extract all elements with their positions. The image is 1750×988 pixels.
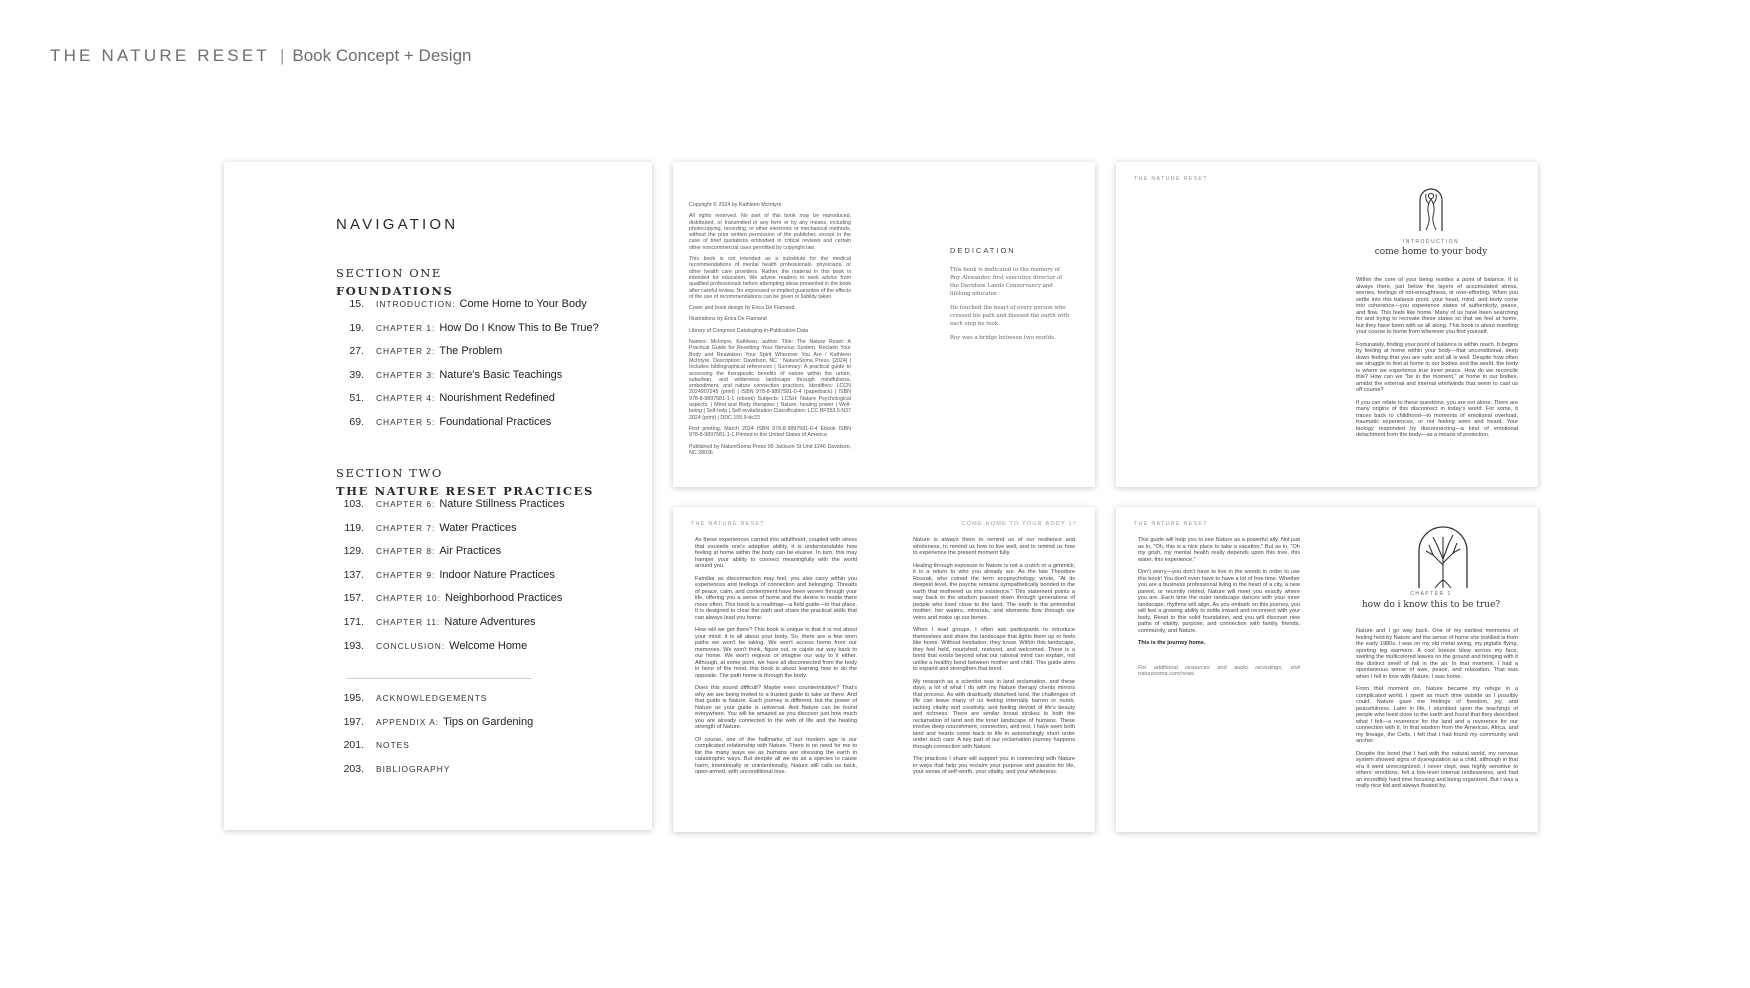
toc-entry[interactable] — [336, 345, 636, 369]
toc-page-number: 19. — [349, 321, 364, 334]
journey-line: This is the journey home. — [1138, 640, 1206, 646]
toc-page-number: 157. — [343, 592, 364, 605]
paragraph: Healing through exposure to Nature is not a crutch or a gimmick; it is a return to who you already are. As the late Theodore Roszak, who coined the term ecopsychology, wrote, "At its deepest level, the psyche remains sympathetically bonded to the earth that mothered us into existence." This statement points a way back to the wisdom passed down through generations of people who lived close to the land. The earth is the primordial mother; her waters, minerals, and elements flow through our veins and make up our bones. — [913, 562, 1075, 621]
toc-title: Nature Adventures — [444, 615, 536, 628]
paragraph: This book is dedicated to the memory of Roy Alexander, first executive director of the Davidson Lands Conservancy and lifelong educator. — [950, 267, 1063, 297]
dedication-text — [950, 266, 1070, 348]
toc-page-number: 203. — [343, 762, 364, 775]
chapter-left-column — [1138, 537, 1300, 678]
paragraph: This guide will help you to see Nature as a powerful ally. Not just as in, "Oh, this is a nice place to take a vacation." But as in, "Oh my gosh, my mental health really depends upon this tree, this water, this experience." — [1138, 537, 1300, 563]
toc-prefix: CHAPTER 1: — [376, 322, 436, 333]
toc-prefix: CHAPTER 11: — [376, 616, 441, 627]
toc-entry[interactable] — [336, 298, 636, 322]
toc-page-number: 195. — [343, 692, 364, 704]
paragraph: This book is not intended as a substitute for the medical recommendations of mental health professionals, physicians, or other health care providers. Rather, the material in this book is intended for education. We advise readers to seek advice from qualified professionals before attempting ideas presented in the book after careful review. No expressed or implied guarantee of the effects of the use of recommendations can be given or liability taken. — [689, 256, 851, 300]
toc-prefix: CHAPTER 5: — [376, 416, 436, 427]
navigation-title: NAVIGATION — [336, 216, 459, 233]
paragraph: As these experiences carried into adulthood, coupled with stress that exceeds one's adaptive ability, it is understandable how feeling at home within the body can be elusive. In turn, this may hamper your ability to connect meaningfully with the world around you. — [695, 537, 857, 569]
toc-page-number: 201. — [343, 739, 364, 752]
toc-entry[interactable] — [336, 640, 636, 664]
body-left-column — [695, 537, 857, 782]
toc-page-number: 15. — [349, 298, 364, 310]
paragraph: Despite the bond that I had with the natural world, my nervous system showed signs of dysregulation as a child, although in that era it went unrecognized. I never slept, was highly sensitive to others' emotions, felt a low-level internal restlessness, and had an incredibly hard time focusing and being organized. But I was a really nice kid and always floated by. — [1356, 750, 1518, 789]
toc-entry[interactable] — [336, 616, 636, 640]
toc-entry[interactable] — [336, 569, 636, 593]
resources-footnote: For additional resources and audio recordings, visit naturesoma.com/reset. — [1138, 664, 1300, 677]
chapter-one-spread — [1116, 507, 1538, 832]
page-header — [50, 46, 471, 66]
toc-entry[interactable] — [336, 322, 636, 346]
paragraph: Of course, one of the hallmarks of our modern age is our complicated relationship with Nature. There is no need for me to list the many ways we as humans are stressing the earth in catastrophic ways. But despite all we do as a species to cause harm, intentionally or unintentionally, Nature still calls us back, open-armed, with unconditional love. — [695, 736, 857, 775]
figure-in-arch-icon — [1417, 186, 1445, 237]
toc-page-number: 193. — [343, 639, 364, 652]
paragraph: Does this sound difficult? Maybe even counterintuitive? That's why we are being invited to a trusted guide to take us there. And that guide is Nature. Each journey is different, but the power of Nature as your guide is universal. And Nature can be found everywhere. You will be amazed as you discover just how much you are already connected to the web of life and the healing strength of Nature. — [695, 685, 857, 730]
paragraph: When I lead groups, I often ask participants to introduce themselves and share the landscape that lights them up or feels like home. Without hesitation, they know. Within this landscape, they feel held, nourished, restored, and welcomed. There is a bond that exists beyond what our rational mind can explain, not unlike a healthy bond between mother and child. This guide aims to expand and strengthen that bond. — [913, 627, 1075, 672]
toc-page-number: 51. — [349, 392, 364, 405]
toc-title: Welcome Home — [449, 639, 528, 652]
toc-entry[interactable] — [336, 392, 636, 416]
running-head: THE NATURE RESET — [1134, 521, 1208, 527]
intro-label: INTRODUCTION — [1402, 239, 1460, 245]
toc-title: Indoor Nature Practices — [439, 568, 555, 581]
toc-page-number: 103. — [343, 498, 364, 510]
toc-prefix: CHAPTER 8: — [376, 546, 436, 557]
section-two-heading — [336, 464, 594, 500]
chapter-left-paragraphs — [1138, 537, 1300, 634]
paragraph: Copyright © 2024 by Kathleen McIntyre — [689, 202, 782, 208]
toc-title: Foundational Practices — [439, 415, 552, 428]
paragraph: Nature and I go way back. One of my earliest memories of feeling held by Nature and the sense of home she instilled is from the early 1980s. I was on my old metal swing, my pigtails flying, sporting leg warmers. A cool breeze blew across my face, swirling the multicolored leaves on the ground and bringing with it the distinct smell of fall in the air. In that moment, I had a spontaneous sense of awe, peace, and relaxation. That was when I fell in love with Nature. I was home. — [1356, 628, 1519, 680]
paragraph: Illustrations by Erica De Flamand — [689, 316, 767, 323]
intro-title: come home to your body — [1374, 247, 1488, 257]
body-right-column — [913, 537, 1075, 782]
header-separator: | — [279, 46, 285, 65]
section-one-label: SECTION ONE — [336, 266, 442, 280]
paragraph: Within the core of your being resides a point of balance. It is always there, just below the layers of accumulated stress, worries, feelings of not-enoughness, or over-efforting. When you settle into this balance point, your heart, mind, and body come into coherence—you experience states of authenticity, peace, and flow. This feels like home. Many of us have been searching for and trying to recreate these states so that we feel at home, but they have been with us all along. This book is about resetting your course to home from wherever you find yourself. — [1356, 277, 1518, 335]
section-two-name: THE NATURE RESET PRACTICES — [336, 484, 594, 498]
toc-divider — [346, 678, 532, 679]
toc-prefix: INTRODUCTION: — [376, 299, 456, 309]
toc-title: Neighborhood Practices — [445, 592, 563, 605]
toc-title: Air Practices — [439, 545, 502, 558]
introduction-spread — [1116, 162, 1538, 487]
toc-title: Tips on Gardening — [443, 715, 534, 728]
toc-prefix: CHAPTER 3: — [376, 369, 436, 380]
toc-entry[interactable] — [336, 592, 636, 616]
body-text-spread — [673, 507, 1095, 832]
toc-entry[interactable] — [336, 692, 636, 716]
paragraph: Don't worry—you don't have to live in the woods in order to use this book! You don't even have to have a lot of free time. Whether you are a business professional living in the heart of a city, a new parent, or recently retired, Nature will meet you exactly where you are. Each time the outer landscape dances with your inner landscape, rhythms will align. As you embark on this journey, you will feel a growing ability to settle inward and reconnect with your body. Reset to this solid foundation, and you will discover new paths of vitality, purpose, and connection with family, friends, community, and Nature. — [1138, 569, 1300, 634]
running-head-right: COME HOME TO YOUR BODY 17 — [961, 521, 1077, 527]
toc-entry[interactable] — [336, 498, 636, 522]
section-one-name: FOUNDATIONS — [336, 284, 454, 298]
copyright-text — [689, 202, 851, 461]
paragraph: All rights reserved. No part of this book may be reproduced, distributed, or transmitted in any form or by any means, including photocopying, recording, or other electronic or mechanical methods, without the prior written permission of the publisher, except in the case of brief quotations embodied in critical reviews and certain other noncommercial uses permitted by copyright law. — [689, 213, 851, 251]
paragraph: Roy was a bridge between two worlds. — [950, 335, 1056, 341]
section-two-label: SECTION TWO — [336, 466, 443, 480]
toc-entry[interactable] — [336, 739, 636, 763]
toc-page-number: 39. — [349, 368, 364, 381]
copyright-dedication-spread — [673, 162, 1095, 487]
header-subtitle: Book Concept + Design — [292, 46, 472, 65]
paragraph: If you can relate to these questions, you are not alone. There are many origins of this disconnect in today's world. For some, it traces back to childhood—to moments of emotional overload, traumatic experiences, or not feeling seen and heard. Your biology responded by disconnecting—a kind of emotional detachment from the body—as a means of protection. — [1356, 399, 1518, 438]
paragraph: My research as a scientist was in land reclamation, and these days, a lot of what I do with my Nature therapy clients mirrors that process. As with drastically disturbed land, the challenges of life can leave many of us feeling internally barren or numb, lacking vitality and creativity, and feeling devoid of life's beauty and richness. There are similar broad strokes to both the reclamation of land and the inner landscape of humans. These involve deep nourishment, connection, and rest. I have seen both land and hearts come back to life in astonishingly short order under such care. A key part of our reclamation journey happens through connection with Nature. — [913, 678, 1075, 750]
toc-prefix: BIBLIOGRAPHY — [376, 763, 451, 774]
toc-page-number: 27. — [349, 345, 364, 358]
section-one-heading — [336, 264, 453, 300]
toc-entry[interactable] — [336, 763, 636, 787]
paragraph: How will we get there? This book is unique in that it is not about your mind; it is all about your body. So, there are a few worn paths we won't be taking. We won't access home from our memories. We won't think, figure out, or cajole our way back to our home. We won't regress or imagine our way to it either. Although, at some point, we have all disconnected from the body in favor of the mind, this book is about learning how to do the opposite. The path home is through the body. — [695, 627, 857, 679]
toc-prefix: CHAPTER 2: — [376, 346, 436, 357]
toc-title: Nature Stillness Practices — [439, 498, 565, 510]
toc-prefix: CHAPTER 6: — [376, 499, 436, 509]
toc-title: Water Practices — [439, 521, 517, 534]
paragraph: Cover and book design by Erica De Flamand — [689, 305, 795, 312]
intro-body-text — [1356, 277, 1518, 445]
paragraph: Nature is always there to remind us of our resilience and wholeness, to remind us how to live well, and to remind us how to experience the present moment fully. — [913, 537, 1075, 556]
toc-entry[interactable] — [336, 369, 636, 393]
paragraph: First printing, March 2024 ISBN 978-8-9897581-0-4 Ebook ISBN 978-8-9897581-1-1 Printed in the United States of America — [689, 425, 851, 439]
toc-page-number: 129. — [343, 545, 364, 558]
paragraph: Names: McIntyre, Kathleen, author. Title: The Nature Reset: A Practical Guide for Resetting Your Nervous System. Reclaim Your Body and Reawaken Your Spirit Wherever You Are / Kathleen McIntyre. Description: Davidson, NC : NatureSoma Press, [2024] | Includes bibliographical references | Summary: A practical guide to accessing the therapeutic benefits of nature within the urban, suburban, and wilderness landscape through mindfulness, embodiment, and nature connection practices. Identifiers: LCCN 2024907245 (print) | ISBN 978-8-9897581-0-4 (paperback) | ISBN 978-8-9897581-1-1 (ebook) Subjects: LCSH: Nature Psychological aspects. | Mind and Body therapies | Nature, healing power | Well-being | Self-help | Self-revitalization Classification: LCC BF353.5.N37 2024 (print) | DDC 155.9-dc23 — [689, 339, 851, 421]
toc-title: Nourishment Redefined — [439, 392, 555, 405]
toc-prefix: CHAPTER 10: — [376, 593, 441, 604]
toc-page-number: 119. — [344, 521, 364, 534]
toc-prefix: ACKNOWLEDGEMENTS — [376, 693, 488, 703]
paragraph: Library of Congress Cataloging-in-Publication Data — [689, 327, 809, 334]
paragraph: The practices I share will support you in connecting with Nature in ways that help you reclaim your purpose and passion for life, your sense of self-worth, your vitality, and your wholeness. — [913, 756, 1075, 775]
paragraph: He touched the heart of every person who crossed his path and blessed the earth with each step he took. — [950, 305, 1070, 327]
toc-entry[interactable] — [336, 716, 636, 740]
toc-title: How Do I Know This to Be True? — [439, 321, 599, 334]
toc-title: Nature's Basic Teachings — [439, 368, 563, 381]
paragraph: Familiar as disconnection may feel, you also carry within you experiences and feelings of connection and belonging. Threads of peace, calm, and contentment have been woven through your life, offering you a sense of home and the desire to reside there more often. This book is a roadmap—a field guide—to that place. It is designed to clear the path and share the practical skills that can always lead you home. — [695, 575, 857, 621]
toc-entry[interactable] — [336, 416, 636, 440]
paragraph: From that moment on, Nature became my refuge in a complicated world. I spent as much time outside as I possibly could. Nature gave me feelings of freedom, joy, and peacefulness. Later in life, I stumbled upon the teachings of people who lived close to the earth and found that they described what I felt—a reverence for the land and a reverence for our connection with it. In that wisdom from the Americas, Africa, and my lineage, the Celts, I felt that I had found my community and anchor. — [1356, 686, 1518, 744]
tree-in-arch-icon — [1413, 525, 1473, 594]
toc-page-number: 171. — [343, 615, 364, 628]
back-matter-toc — [336, 692, 636, 786]
running-head: THE NATURE RESET — [1134, 176, 1208, 182]
chapter-label: CHAPTER 1 — [1410, 591, 1452, 597]
navigation-page — [224, 162, 652, 830]
toc-page-number: 137. — [343, 568, 364, 581]
dedication-title: DEDICATION — [950, 246, 1016, 255]
toc-prefix: CHAPTER 9: — [376, 569, 436, 580]
toc-prefix: CHAPTER 4: — [376, 393, 436, 404]
toc-entry[interactable] — [336, 545, 636, 569]
brand-title: THE NATURE RESET — [50, 46, 270, 65]
toc-page-number: 197. — [343, 715, 364, 728]
chapter-title: how do i know this to be true? — [1361, 600, 1501, 610]
toc-title: The Problem — [439, 345, 503, 358]
toc-prefix: NOTES — [376, 740, 410, 751]
paragraph: Published by NatureSoma Press 99 Jackson St Unit 1246 Davidson, NC 28036 — [689, 443, 851, 456]
section-two-toc — [336, 498, 636, 663]
toc-prefix: CONCLUSION: — [376, 640, 446, 651]
toc-entry[interactable] — [336, 522, 636, 546]
section-one-toc — [336, 298, 636, 440]
paragraph: Fortunately, finding your point of balance is within reach. It begins by feeling at home within your body—that unconditional, deep down feeling that you are safe and all is well. Despite how often we struggle to feel at home in our bodies and the world, the body is where we experience true inner peace. How do we reconcile this? How can we "be in the moment," at home in our bodies, amidst the external and internal whirlwinds that seem to cast us off course? — [1356, 341, 1518, 393]
toc-prefix: CHAPTER 7: — [376, 522, 436, 533]
toc-prefix: APPENDIX A: — [376, 716, 440, 727]
running-head-left: THE NATURE RESET — [691, 521, 765, 527]
toc-page-number: 69. — [349, 415, 364, 428]
toc-title: Come Home to Your Body — [459, 298, 587, 310]
chapter-right-column — [1356, 628, 1518, 796]
